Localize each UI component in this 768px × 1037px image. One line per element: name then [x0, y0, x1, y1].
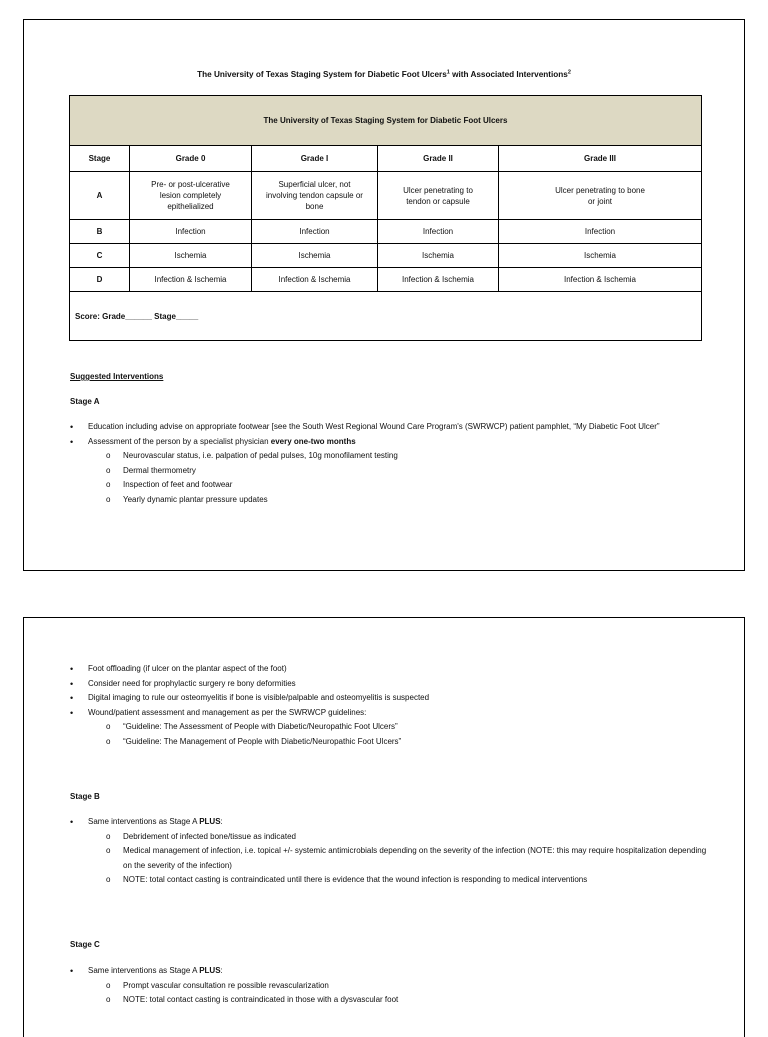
footnote-ref-1: 1 [446, 69, 450, 76]
stage-cell: D [70, 268, 130, 292]
score-line: Score: Grade______ Stage_____ [70, 292, 702, 341]
table-row [70, 172, 702, 220]
list-item-text: Same interventions as Stage A [88, 817, 200, 826]
table-cell: Infection [252, 220, 378, 244]
cell-text: Superficial ulcer, not involving tendon capsule or bone [266, 180, 363, 211]
cell-text: Ulcer penetrating to bone or joint [555, 185, 645, 206]
list-item [70, 706, 710, 750]
sub-list [88, 720, 710, 749]
emphasis-text: PLUS [199, 966, 221, 975]
sub-list-item: o Dermal thermometry [88, 464, 710, 479]
sub-list-item: o Medical management of infection, i.e. topical +/- systemic antimicrobials depending on the severity of the infection (NOTE: this may require hospitalization depending on the severity of the infection) [88, 844, 710, 873]
sub-list-item: o NOTE: total contact casting is contraindicated in those with a dysvascular foot [88, 993, 710, 1008]
cell-text: Ulcer penetrating to tendon or capsule [403, 185, 473, 206]
sub-list-item: o “Guideline: The Assessment of People with Diabetic/Neuropathic Foot Ulcers” [88, 720, 710, 735]
stage-c-list [70, 964, 710, 1008]
table-cell: Ischemia [252, 244, 378, 268]
list-item [70, 420, 710, 435]
col-header-grade-1: Grade I [252, 146, 378, 172]
col-header-grade-0: Grade 0 [130, 146, 252, 172]
punctuation: : [220, 966, 223, 975]
document-page-2 [23, 617, 745, 1037]
document-page-1 [23, 19, 745, 571]
list-item: • Digital imaging to rule our osteomyelitis if bone is visible/palpable and osteomyelitis is suspected [70, 691, 710, 706]
document-title [24, 70, 744, 79]
table-cell [252, 172, 378, 220]
list-item-text: Same interventions as Stage A [88, 966, 200, 975]
suggested-interventions-heading: Suggested Interventions [70, 372, 164, 381]
stage-a-list [70, 420, 710, 507]
sub-list [88, 449, 710, 507]
table-cell [130, 172, 252, 220]
stage-c-heading: Stage C [70, 940, 100, 949]
sub-list-item: o “Guideline: The Management of People with Diabetic/Neuropathic Foot Ulcers” [88, 735, 710, 750]
list-item [70, 815, 710, 888]
stage-cell: A [70, 172, 130, 220]
sub-list-item: o Yearly dynamic plantar pressure updates [88, 493, 710, 508]
table-cell [499, 172, 702, 220]
table-cell: Infection [378, 220, 499, 244]
table-cell: Infection & Ischemia [499, 268, 702, 292]
punctuation: : [220, 817, 223, 826]
col-header-grade-3: Grade III [499, 146, 702, 172]
table-row [70, 220, 702, 244]
stage-cell: B [70, 220, 130, 244]
table-header: The University of Texas Staging System for Diabetic Foot Ulcers [70, 96, 702, 146]
stage-b-heading: Stage B [70, 792, 100, 801]
emphasis-text: PLUS [199, 817, 221, 826]
sub-list-item: o NOTE: total contact casting is contraindicated until there is evidence that the wound infection is responding to medical interventions [88, 873, 710, 888]
table-cell [378, 172, 499, 220]
table-cell: Infection & Ischemia [130, 268, 252, 292]
table-cell: Infection & Ischemia [252, 268, 378, 292]
stage-a-continued-list [70, 662, 710, 749]
stage-b-list [70, 815, 710, 888]
table-row [70, 244, 702, 268]
stage-a-heading: Stage A [70, 397, 100, 406]
table-cell: Infection & Ischemia [378, 268, 499, 292]
sub-list-item: o Debridement of infected bone/tissue as indicated [88, 830, 710, 845]
title-text-suffix: with Associated Interventions [449, 70, 568, 79]
sub-list [88, 979, 710, 1008]
sub-list-item: o Neurovascular status, i.e. palpation of pedal pulses, 10g monofilament testing [88, 449, 710, 464]
list-item-text: Assessment of the person by a specialist physician [88, 436, 271, 446]
table-cell: Infection [499, 220, 702, 244]
col-header-stage: Stage [70, 146, 130, 172]
list-item [70, 964, 710, 1008]
footnote-ref-2: 2 [567, 69, 571, 76]
emphasis-text: every one-two months [270, 436, 356, 446]
sub-list [88, 830, 710, 888]
title-text: The University of Texas Staging System for Diabetic Foot Ulcers [197, 70, 447, 79]
table-cell: Ischemia [499, 244, 702, 268]
cell-text: Pre- or post-ulcerative lesion completely epithelialized [151, 180, 230, 211]
staging-table [69, 95, 702, 341]
sub-list-item: o Inspection of feet and footwear [88, 478, 710, 493]
list-item-text: Education including advise on appropriate footwear [see the South West Regional Wound Care Program's (SWRWCP) patient pamphlet, “My Diabetic Foot Ulcer” [88, 422, 660, 431]
table-cell: Ischemia [378, 244, 499, 268]
table-cell: Infection [130, 220, 252, 244]
table-row [70, 268, 702, 292]
list-item: • Foot offloading (if ulcer on the plantar aspect of the foot) [70, 662, 710, 677]
list-item-text: Wound/patient assessment and management as per the SWRWCP guidelines: [88, 707, 367, 717]
list-item: • Consider need for prophylactic surgery re bony deformities [70, 677, 710, 692]
table-cell: Ischemia [130, 244, 252, 268]
column-header-row [70, 146, 702, 172]
list-item [70, 435, 710, 508]
sub-list-item: o Prompt vascular consultation re possible revascularization [88, 979, 710, 994]
col-header-grade-2: Grade II [378, 146, 499, 172]
stage-cell: C [70, 244, 130, 268]
